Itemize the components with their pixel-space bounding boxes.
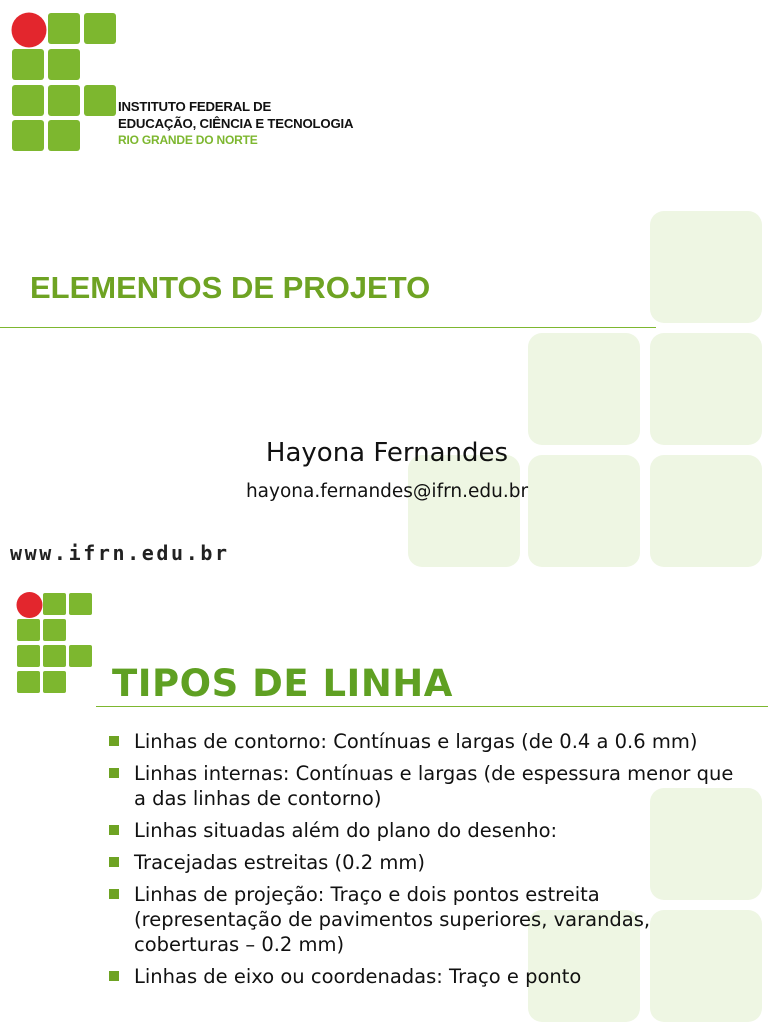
list-item xyxy=(108,818,748,843)
list-item xyxy=(108,964,748,989)
institution-line-1: INSTITUTO FEDERAL DE xyxy=(118,99,272,114)
title-divider xyxy=(0,327,656,328)
bullet-square-icon xyxy=(109,889,119,899)
author-email: hayona.fernandes@ifrn.edu.br xyxy=(245,481,529,502)
bullet-text: Linhas de projeção: Traço e dois pontos estreita (representação de pavimentos superiores, varandas, coberturas – 0.2 mm) xyxy=(134,883,651,956)
list-item xyxy=(108,729,748,754)
bullet-square-icon xyxy=(109,825,119,835)
author-name: Hayona Fernandes xyxy=(265,438,509,468)
bullet-text: Linhas situadas além do plano do desenho: xyxy=(134,819,558,842)
bullet-square-icon xyxy=(109,736,119,746)
institution-line-2: EDUCAÇÃO, CIÊNCIA E TECNOLOGIA xyxy=(118,116,354,131)
bullet-text: Linhas de contorno: Contínuas e largas (de 0.4 a 0.6 mm) xyxy=(134,730,698,753)
website-url: www.ifrn.edu.br xyxy=(10,541,230,565)
slide-title: TIPOS DE LINHA xyxy=(112,662,453,705)
list-item xyxy=(108,850,748,875)
list-item xyxy=(108,761,748,811)
bullet-list xyxy=(108,729,748,996)
bullet-square-icon xyxy=(109,857,119,867)
institution-name xyxy=(118,98,353,149)
bullet-square-icon xyxy=(109,768,119,778)
ifrn-logo-icon xyxy=(17,593,93,694)
presentation-title: ELEMENTOS DE PROJETO xyxy=(30,270,431,305)
bullet-text: Linhas internas: Contínuas e largas (de espessura menor que a das linhas de contorno) xyxy=(134,762,734,810)
institution-line-3: RIO GRANDE DO NORTE xyxy=(118,133,258,147)
list-item xyxy=(108,882,748,957)
bullet-square-icon xyxy=(109,971,119,981)
ifrn-logo-icon xyxy=(12,13,116,153)
bullet-text: Linhas de eixo ou coordenadas: Traço e ponto xyxy=(134,965,582,988)
bullet-text: Tracejadas estreitas (0.2 mm) xyxy=(134,851,425,874)
title-divider xyxy=(96,706,768,707)
content-slide xyxy=(0,576,768,1024)
decorative-squares xyxy=(400,205,768,576)
